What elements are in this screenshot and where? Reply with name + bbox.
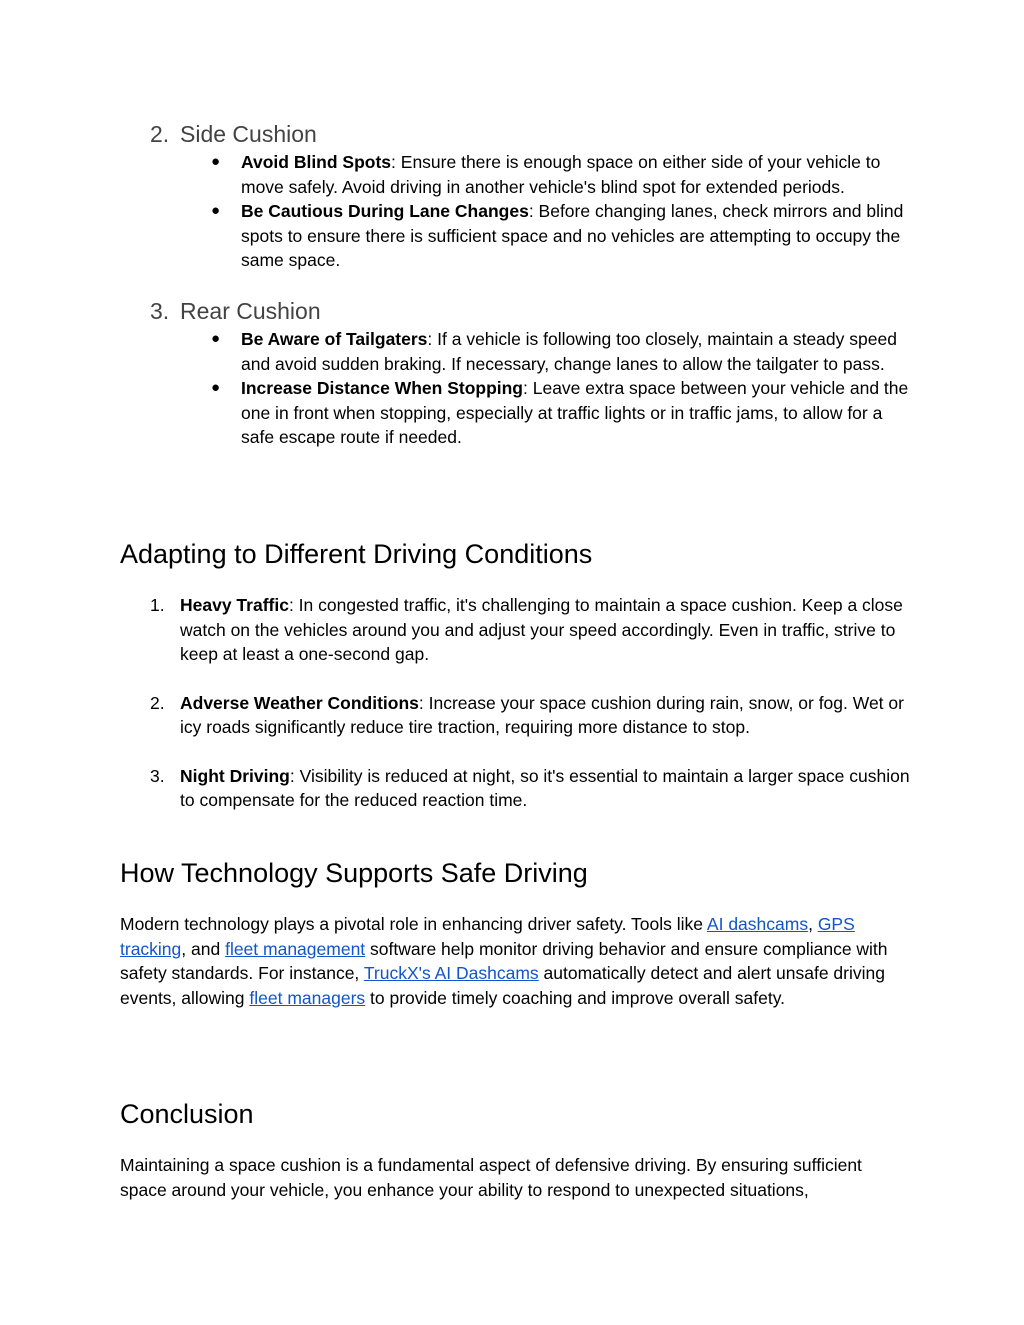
paragraph-text: to provide timely coaching and improve overall safety. <box>365 987 786 1008</box>
fleet-management-link[interactable]: fleet management <box>225 938 366 959</box>
item-number: 3. <box>150 765 165 786</box>
side-cushion-list <box>211 150 911 273</box>
rear-cushion-number: 3. <box>150 298 170 324</box>
paragraph-text: software help monitor driving behavior and ensure compliance with safety standards. For instance, <box>120 938 888 983</box>
list-item <box>150 764 910 813</box>
item-bold-label: Be Aware of Tailgaters <box>241 329 428 349</box>
adapting-list <box>150 593 910 837</box>
ai-dashcams-link[interactable]: AI dashcams <box>706 914 809 934</box>
item-bold-label: Avoid Blind Spots <box>241 152 392 172</box>
bullet-icon: ● <box>211 202 221 219</box>
item-text: : If a vehicle is following too closely, maintain a steady speed and avoid sudden braking. If necessary, change lanes to allow the tailgater to pass. <box>241 329 897 374</box>
paragraph-text: Modern technology plays a pivotal role in enhancing driver safety. Tools like <box>120 914 707 934</box>
rear-cushion-heading <box>150 297 321 325</box>
item-bold-label: Heavy Traffic <box>180 595 289 615</box>
item-number: 1. <box>150 595 165 615</box>
fleet-managers-link[interactable]: fleet managers <box>249 987 366 1008</box>
item-text: : Leave extra space between your vehicle and the one in front when stopping, especially at traffic lights or in traffic jams, to allow for a safe escape route if needed. <box>241 378 909 447</box>
technology-paragraph <box>120 912 910 1010</box>
item-number: 2. <box>150 692 165 713</box>
conclusion-heading: Conclusion <box>120 1099 254 1129</box>
list-item <box>150 593 910 667</box>
bullet-icon: ● <box>211 153 221 170</box>
side-cushion-number: 2. <box>150 121 170 147</box>
paragraph-text: , and <box>181 938 226 959</box>
bullet-icon: ● <box>211 379 221 396</box>
gps-tracking-link[interactable]: GPS tracking <box>120 914 855 959</box>
item-text: : Increase your space cushion during rain, snow, or fog. Wet or icy roads significantly reduce tire traction, requiring more distance to stop. <box>180 692 904 737</box>
item-text: : In congested traffic, it's challenging to maintain a space cushion. Keep a close watch on the vehicles around you and adjust your speed accordingly. Even in traffic, strive to keep at least a one-second gap. <box>180 595 903 664</box>
truckx-dashcams-link[interactable]: TruckX's AI Dashcams <box>363 963 539 983</box>
rear-cushion-title: Rear Cushion <box>180 298 321 324</box>
adapting-heading: Adapting to Different Driving Conditions <box>120 539 593 569</box>
side-cushion-title: Side Cushion <box>180 121 317 147</box>
side-cushion-heading <box>150 120 317 148</box>
list-item <box>211 150 911 199</box>
item-bold-label: Adverse Weather Conditions <box>180 692 419 713</box>
bullet-icon: ● <box>211 330 221 347</box>
technology-heading: How Technology Supports Safe Driving <box>120 858 588 888</box>
item-text: : Before changing lanes, check mirrors and blind spots to ensure there is sufficient space and no vehicles are attempting to occupy the same space. <box>241 201 904 270</box>
list-item <box>211 327 911 376</box>
rear-cushion-list <box>211 327 911 450</box>
paragraph-text: , <box>808 914 818 934</box>
item-text: : Visibility is reduced at night, so it's essential to maintain a larger space cushion to compensate for the reduced reaction time. <box>180 765 910 810</box>
paragraph-text: automatically detect and alert unsafe driving events, allowing <box>120 963 885 1008</box>
list-item <box>211 376 911 450</box>
list-item <box>150 691 910 740</box>
item-text: : Ensure there is enough space on either side of your vehicle to move safely. Avoid driving in another vehicle's blind spot for extended periods. <box>241 152 881 197</box>
item-bold-label: Be Cautious During Lane Changes <box>241 201 529 221</box>
item-bold-label: Night Driving <box>180 765 290 786</box>
conclusion-paragraph: Maintaining a space cushion is a fundamental aspect of defensive driving. By ensuring sufficient space around your vehicle, you enhance your ability to respond to unexpected situations, <box>120 1155 862 1200</box>
list-item <box>211 199 911 273</box>
item-bold-label: Increase Distance When Stopping <box>241 378 523 398</box>
